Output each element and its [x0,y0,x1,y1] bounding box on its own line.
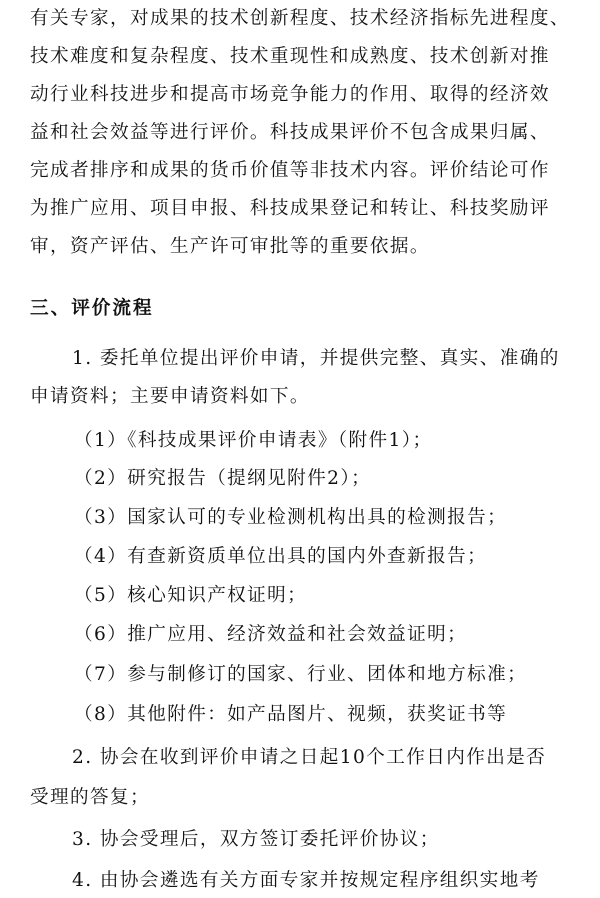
material-item-4: （4）有查新资质单位出具的国内外查新报告； [74,546,488,567]
intro-line-6: 为推广应用、项目申报、科技成果登记和转让、科技奖励评 [30,198,550,219]
material-item-7: （7）参与制修订的国家、行业、团体和地方标准； [74,664,528,685]
step3-line-1: 3. 协会受理后，双方签订委托评价协议； [72,829,440,850]
intro-line-7: 审，资产评估、生产许可审批等的重要依据。 [30,236,430,257]
step1-line-2: 申请资料；主要申请资料如下。 [30,386,310,407]
step1-line-1: 1. 委托单位提出评价申请，并提供完整、真实、准确的 [72,348,560,369]
step2-line-2: 受理的答复； [30,787,150,808]
material-item-2: （2）研究报告（提纲见附件2）； [74,468,372,489]
intro-line-4: 益和社会效益等进行评价。科技成果评价不包含成果归属、 [30,122,550,143]
material-item-8: （8）其他附件：如产品图片、视频，获奖证书等 [74,704,508,725]
intro-line-3: 动行业科技进步和提高市场竞争能力的作用、取得的经济效 [30,84,550,105]
step2-line-1: 2. 协会在收到评价申请之日起10个工作日内作出是否 [72,747,547,768]
material-item-3: （3）国家认可的专业检测机构出具的检测报告； [74,507,508,528]
intro-line-2: 技术难度和复杂程度、技术重现性和成熟度、技术创新对推 [30,46,550,67]
step4-line-1: 4. 由协会遴选有关方面专家并按规定程序组织实地考 [72,870,540,891]
intro-line-1: 有关专家，对成果的技术创新程度、技术经济指标先进程度、 [30,8,570,29]
material-item-5: （5）核心知识产权证明； [74,585,308,606]
intro-line-5: 完成者排序和成果的货币价值等非技术内容。评价结论可作 [30,160,550,181]
material-item-1: （1）《科技成果评价申请表》（附件1）； [74,430,433,451]
section-heading: 三、评价流程 [30,298,154,319]
material-item-6: （6）推广应用、经济效益和社会效益证明； [74,624,468,645]
